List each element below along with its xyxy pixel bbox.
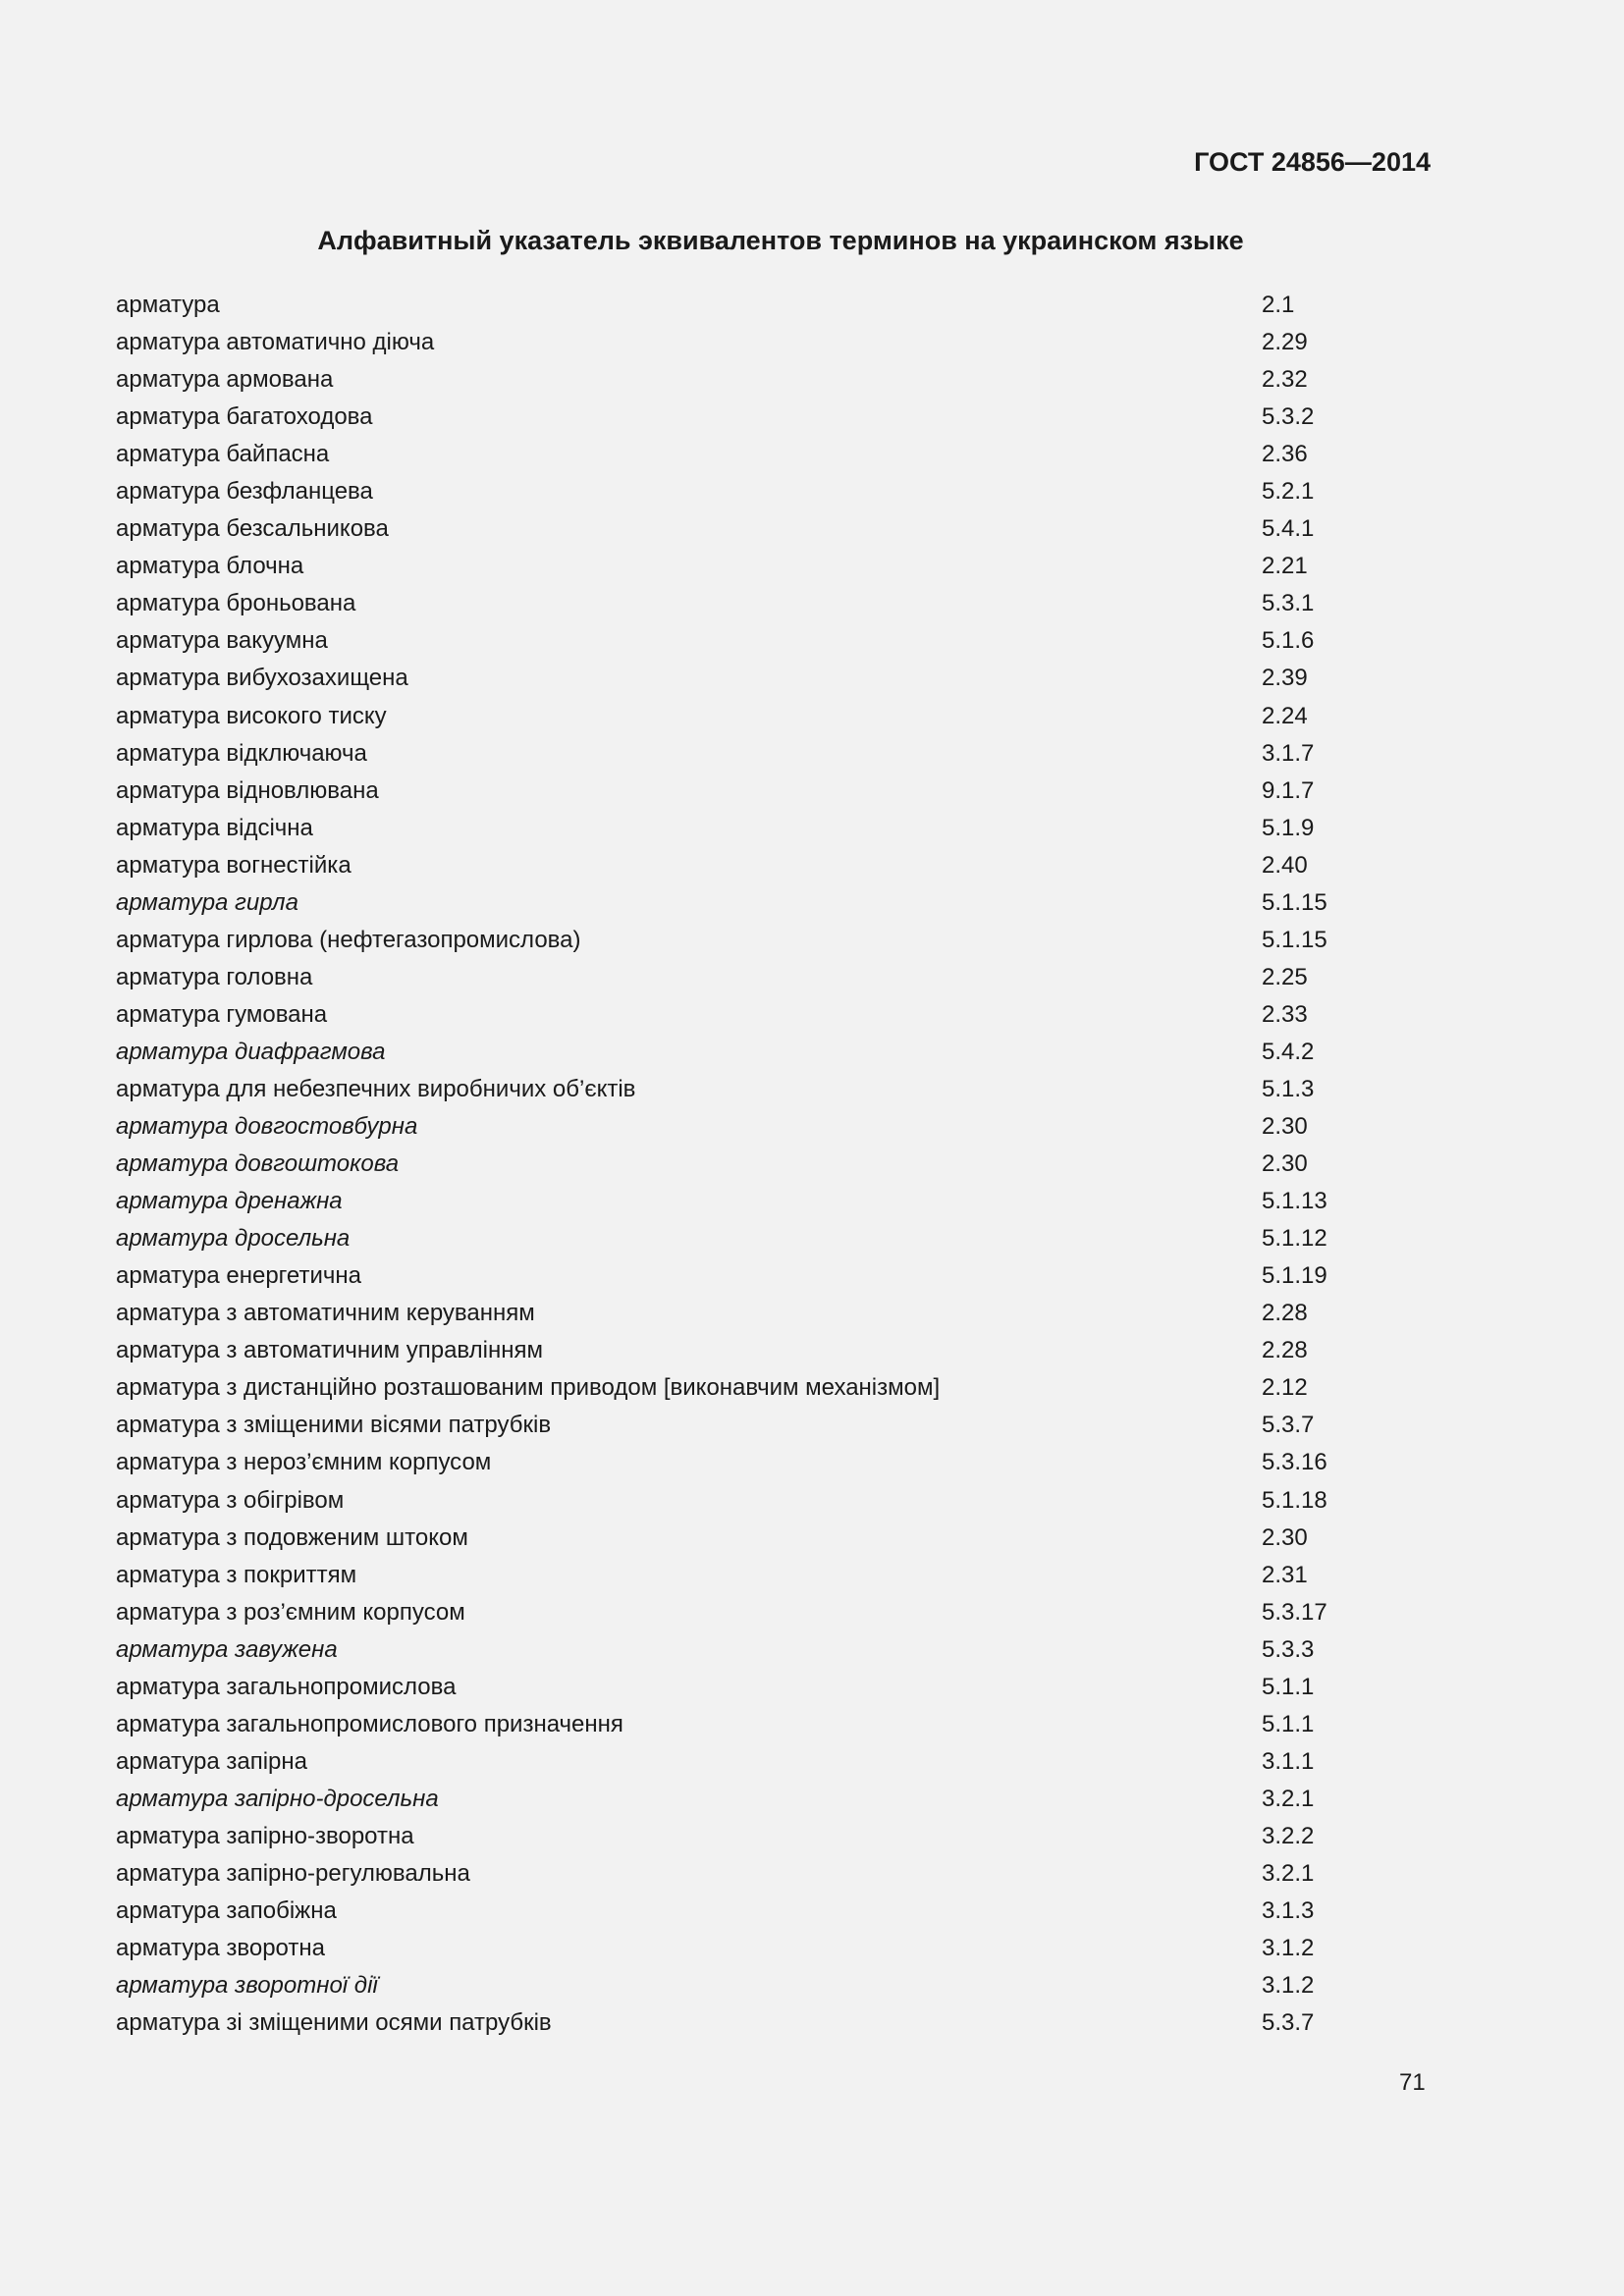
index-reference: 2.21 <box>1262 553 1308 580</box>
index-entry <box>116 996 1432 1034</box>
index-entry <box>116 1257 1432 1295</box>
index-term: арматура запобіжна <box>116 1897 337 1925</box>
index-reference: 5.1.9 <box>1262 814 1315 841</box>
alphabetical-index-list <box>116 287 1432 2042</box>
standard-id-header: ГОСТ 24856—2014 <box>1194 147 1431 177</box>
index-entry <box>116 361 1432 399</box>
index-reference: 5.1.15 <box>1262 888 1327 916</box>
index-term: арматура загальнопромислового призначення <box>116 1710 623 1737</box>
index-term: арматура з нероз’ємним корпусом <box>116 1449 492 1476</box>
index-term: арматура з автоматичним управлінням <box>116 1337 543 1364</box>
index-term: арматура з покриттям <box>116 1561 357 1588</box>
index-entry <box>116 773 1432 810</box>
index-reference: 5.4.2 <box>1262 1038 1315 1065</box>
index-reference: 2.1 <box>1262 292 1295 318</box>
index-term: арматура з роз’ємним корпусом <box>116 1598 465 1626</box>
index-entry <box>116 436 1432 473</box>
index-term: арматура для небезпечних виробничих об’єктів <box>116 1075 636 1102</box>
index-reference: 5.3.7 <box>1262 1412 1315 1439</box>
index-term: арматура завужена <box>116 1635 338 1663</box>
index-reference: 2.32 <box>1262 366 1308 394</box>
index-term: арматура з обігрівом <box>116 1486 345 1514</box>
index-entry <box>116 1594 1432 1631</box>
index-entry <box>116 473 1432 510</box>
index-reference: 5.4.1 <box>1262 515 1315 543</box>
index-term: арматура зворотної дії <box>116 1972 378 2000</box>
index-entry <box>116 698 1432 735</box>
index-term: арматура з автоматичним керуванням <box>116 1300 535 1327</box>
index-reference: 3.2.2 <box>1262 1822 1315 1849</box>
index-reference: 9.1.7 <box>1262 776 1315 804</box>
index-entry <box>116 399 1432 436</box>
index-reference: 2.30 <box>1262 1523 1308 1551</box>
index-term: арматура з дистанційно розташованим приводом [виконавчим механізмом] <box>116 1374 941 1402</box>
index-reference: 5.1.1 <box>1262 1710 1315 1737</box>
index-entry <box>116 548 1432 585</box>
index-reference: 2.33 <box>1262 1000 1308 1028</box>
index-entry <box>116 1781 1432 1818</box>
index-reference: 2.29 <box>1262 329 1308 356</box>
index-entry <box>116 287 1432 324</box>
index-reference: 5.1.13 <box>1262 1188 1327 1215</box>
index-term: арматура зворотна <box>116 1935 325 1962</box>
index-term: арматура вибухозахищена <box>116 665 408 692</box>
index-term: арматура довгостовбурна <box>116 1113 418 1141</box>
index-reference: 2.39 <box>1262 665 1308 692</box>
index-term: арматура запірно-регулювальна <box>116 1859 470 1887</box>
index-term: арматура з подовженим штоком <box>116 1523 468 1551</box>
index-reference: 2.28 <box>1262 1300 1308 1327</box>
index-reference: 3.1.2 <box>1262 1935 1315 1962</box>
index-reference: 2.30 <box>1262 1150 1308 1178</box>
index-term: арматура зі зміщеними осями патрубків <box>116 2009 552 2037</box>
index-reference: 2.24 <box>1262 702 1308 729</box>
index-term: арматура відсічна <box>116 814 313 841</box>
index-entry <box>116 959 1432 996</box>
index-term: арматура байпасна <box>116 441 330 468</box>
index-term: арматура відновлювана <box>116 776 379 804</box>
page-number: 71 <box>1399 2069 1426 2096</box>
index-term: арматура гирла <box>116 888 298 916</box>
index-entry <box>116 1369 1432 1407</box>
index-reference: 5.1.1 <box>1262 1673 1315 1700</box>
index-reference: 3.2.1 <box>1262 1859 1315 1887</box>
index-reference: 2.12 <box>1262 1374 1308 1402</box>
index-term: арматура блочна <box>116 553 304 580</box>
index-entry <box>116 1482 1432 1520</box>
index-entry <box>116 1332 1432 1369</box>
index-term: арматура енергетична <box>116 1262 361 1290</box>
index-entry <box>116 1893 1432 1930</box>
index-entry <box>116 922 1432 959</box>
index-reference: 5.1.6 <box>1262 627 1315 655</box>
index-term: арматура <box>116 292 220 318</box>
index-term: арматура запірна <box>116 1747 307 1775</box>
index-entry <box>116 735 1432 773</box>
index-entry <box>116 1631 1432 1669</box>
index-entry <box>116 1444 1432 1481</box>
index-term: арматура відключаюча <box>116 739 367 767</box>
index-reference: 5.1.18 <box>1262 1486 1327 1514</box>
index-reference: 3.2.1 <box>1262 1785 1315 1812</box>
index-entry <box>116 2004 1432 2042</box>
index-entry <box>116 1818 1432 1855</box>
index-reference: 5.2.1 <box>1262 478 1315 506</box>
index-entry <box>116 1034 1432 1071</box>
index-reference: 5.3.17 <box>1262 1598 1327 1626</box>
index-entry <box>116 1557 1432 1594</box>
index-reference: 2.28 <box>1262 1337 1308 1364</box>
index-term: арматура запірно-зворотна <box>116 1822 414 1849</box>
index-reference: 5.3.7 <box>1262 2009 1315 2037</box>
index-term: арматура дренажна <box>116 1188 343 1215</box>
index-entry <box>116 1743 1432 1781</box>
index-entry <box>116 324 1432 361</box>
index-term: арматура вакуумна <box>116 627 328 655</box>
index-entry <box>116 884 1432 922</box>
index-entry <box>116 660 1432 697</box>
index-entry <box>116 1295 1432 1332</box>
page-title: Алфавитный указатель эквивалентов терминов на украинском языке <box>317 226 1244 255</box>
index-reference: 3.1.7 <box>1262 739 1315 767</box>
index-reference: 5.1.15 <box>1262 926 1327 953</box>
index-entry <box>116 1220 1432 1257</box>
index-entry <box>116 622 1432 660</box>
index-term: арматура з зміщеними вісями патрубків <box>116 1412 552 1439</box>
index-term: арматура багатоходова <box>116 403 373 431</box>
index-entry <box>116 585 1432 622</box>
index-reference: 5.3.16 <box>1262 1449 1327 1476</box>
index-entry <box>116 1706 1432 1743</box>
index-reference: 3.1.1 <box>1262 1747 1315 1775</box>
index-reference: 5.3.3 <box>1262 1635 1315 1663</box>
index-entry <box>116 1669 1432 1706</box>
index-term: арматура безсальникова <box>116 515 389 543</box>
index-reference: 5.1.19 <box>1262 1262 1327 1290</box>
index-term: арматура запірно-дросельна <box>116 1785 439 1812</box>
index-term: арматура головна <box>116 963 313 990</box>
index-entry <box>116 1520 1432 1557</box>
index-reference: 2.25 <box>1262 963 1308 990</box>
index-reference: 3.1.3 <box>1262 1897 1315 1925</box>
index-entry <box>116 1930 1432 1967</box>
index-term: арматура автоматично діюча <box>116 329 435 356</box>
index-entry <box>116 1108 1432 1146</box>
index-term: арматура високого тиску <box>116 702 387 729</box>
index-reference: 2.40 <box>1262 851 1308 879</box>
index-entry <box>116 1967 1432 2004</box>
index-reference: 5.1.12 <box>1262 1225 1327 1253</box>
index-term: арматура загальнопромислова <box>116 1673 457 1700</box>
index-term: арматура диафрагмова <box>116 1038 386 1065</box>
index-term: арматура армована <box>116 366 334 394</box>
index-term: арматура гирлова (нефтегазопромислова) <box>116 926 581 953</box>
index-reference: 2.31 <box>1262 1561 1308 1588</box>
index-entry <box>116 1071 1432 1108</box>
index-reference: 2.36 <box>1262 441 1308 468</box>
index-entry <box>116 510 1432 548</box>
index-entry <box>116 847 1432 884</box>
index-term: арматура дросельна <box>116 1225 351 1253</box>
index-term: арматура безфланцева <box>116 478 373 506</box>
index-term: арматура гумована <box>116 1000 328 1028</box>
index-entry <box>116 1855 1432 1893</box>
index-entry <box>116 810 1432 847</box>
index-reference: 5.3.2 <box>1262 403 1315 431</box>
index-reference: 5.3.1 <box>1262 590 1315 617</box>
index-term: арматура довгоштокова <box>116 1150 400 1178</box>
index-reference: 3.1.2 <box>1262 1972 1315 2000</box>
index-entry <box>116 1146 1432 1183</box>
index-reference: 2.30 <box>1262 1113 1308 1141</box>
index-entry <box>116 1183 1432 1220</box>
index-reference: 5.1.3 <box>1262 1075 1315 1102</box>
index-term: арматура броньована <box>116 590 356 617</box>
index-term: арматура вогнестійка <box>116 851 352 879</box>
index-entry <box>116 1407 1432 1444</box>
